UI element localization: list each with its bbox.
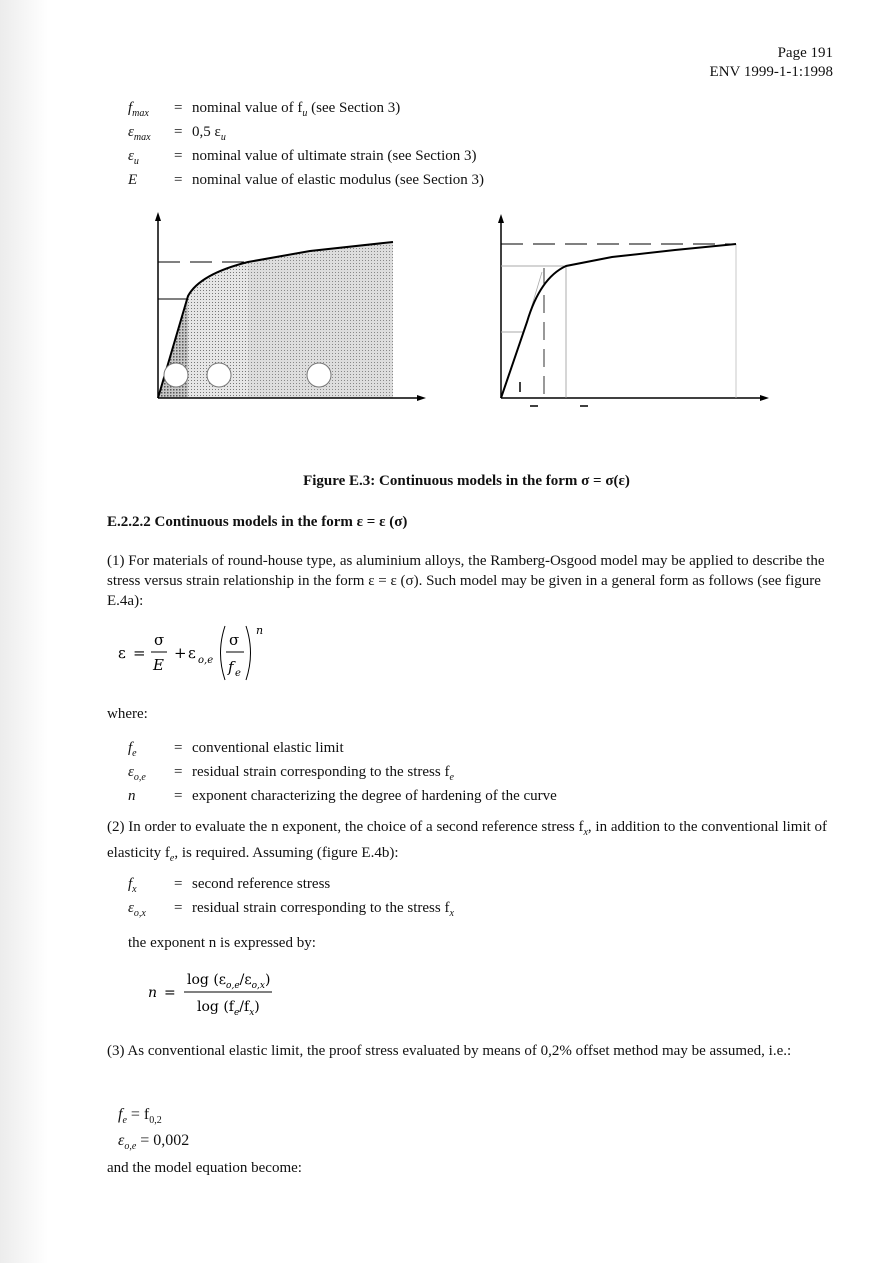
definition-row: n = exponent characterizing the degree of hardening of the curve [128, 788, 557, 804]
region-marker-2 [207, 363, 231, 387]
page-header [710, 44, 833, 82]
eq-residual-strain: ε [188, 644, 196, 662]
svg-text:log (fe/fx): $\log (f_e/f_x)$ [197, 999, 260, 1018]
eq-fe: f [228, 658, 234, 676]
definition-row: $\varepsilon_u$ = nominal value of ultimate strain (see Section 3) [128, 148, 477, 167]
svg-text:=: = [164, 985, 176, 1001]
definition-row: $\varepsilon_{o,x}$ = residual strain corresponding to the stress $f_x$ [128, 900, 454, 919]
definition-row: $f_{max}$ = nominal value of $f_u$ (see Section 3) [128, 100, 401, 119]
region-marker-3 [307, 363, 331, 387]
definition-row: $f_x$ = second reference stress [128, 876, 331, 895]
where-label: where: [107, 706, 148, 722]
standard-code: ENV 1999-1-1:1998 [709, 64, 833, 80]
figure-caption: Figure E.3: Continuous models in the form σ = σ(ε) [303, 473, 630, 489]
figure-e3 [140, 200, 805, 430]
definitions-list-2 [128, 739, 557, 806]
proof-stress-equations: $f_e = f_{0,2}$ $\varepsilon_{o,e} = 0,002$ [118, 1106, 190, 1153]
definition-row: E = nominal value of elastic modulus (see Section 3) [128, 172, 485, 188]
page-number: Page 191 [777, 45, 833, 61]
page-shadow [0, 0, 48, 1263]
svg-text:o,e: o,e [198, 655, 214, 666]
definitions-list-3 [128, 875, 454, 923]
x-axis-arrow [417, 395, 426, 401]
right-diagram [498, 214, 769, 406]
exponent-line: the exponent n is expressed by: [128, 935, 316, 951]
definition-row: $f_e$ = conventional elastic limit [128, 740, 344, 759]
svg-text:e: e [235, 668, 241, 679]
svg-text:σ: σ [229, 631, 240, 649]
svg-text:+: + [174, 644, 187, 662]
paragraph-1: (1) For materials of round-house type, as aluminium alloys, the Ramberg-Osgood model may be applied to describe the stress versus strain relationship in the form ε = ε (σ). Such model may be given in a general form as follows (see figure E.4a): [107, 553, 825, 609]
ramberg-osgood-equation [112, 620, 312, 690]
eq-epsilon: ε [118, 644, 126, 662]
y-axis-arrow [498, 214, 504, 223]
paragraph-2: (2) In order to evaluate the n exponent, the choice of a second reference stress $f_x$, in addition to the conventional limit of elasticity $f_e$, is required. Assuming (figure E.4b): [107, 819, 828, 864]
definition-row: $\varepsilon_{max}$ = 0,5 $\varepsilon_u$ [128, 124, 226, 143]
section-heading: E.2.2.2 Continuous models in the form ε = ε (σ) [107, 514, 408, 530]
eq-exponent: n [256, 624, 264, 637]
definitions-list-1 [128, 99, 484, 190]
svg-text:=: = [133, 644, 146, 662]
svg-text:log (εo,e/εo,x): $\log (\varepsilon_{o,e}/\varepsilon_{o,x})$ [187, 972, 271, 991]
final-line: and the model equation become: [107, 1160, 302, 1176]
region-marker-1 [164, 363, 188, 387]
paragraph-3: (3) As conventional elastic limit, the proof stress evaluated by means of 0,2% offset method may be assumed, i.e.: [107, 1043, 792, 1059]
eq-modulus: E [153, 656, 164, 674]
definition-row: $\varepsilon_{o,e}$ = residual strain corresponding to the stress $f_e$ [128, 764, 454, 783]
eq-sigma: σ [154, 631, 165, 649]
x-axis-arrow [760, 395, 769, 401]
y-axis-arrow [155, 212, 161, 221]
svg-text:n: n [148, 985, 158, 1001]
stress-strain-curve [501, 244, 736, 398]
left-diagram [155, 212, 426, 401]
exponent-equation [140, 962, 340, 1022]
